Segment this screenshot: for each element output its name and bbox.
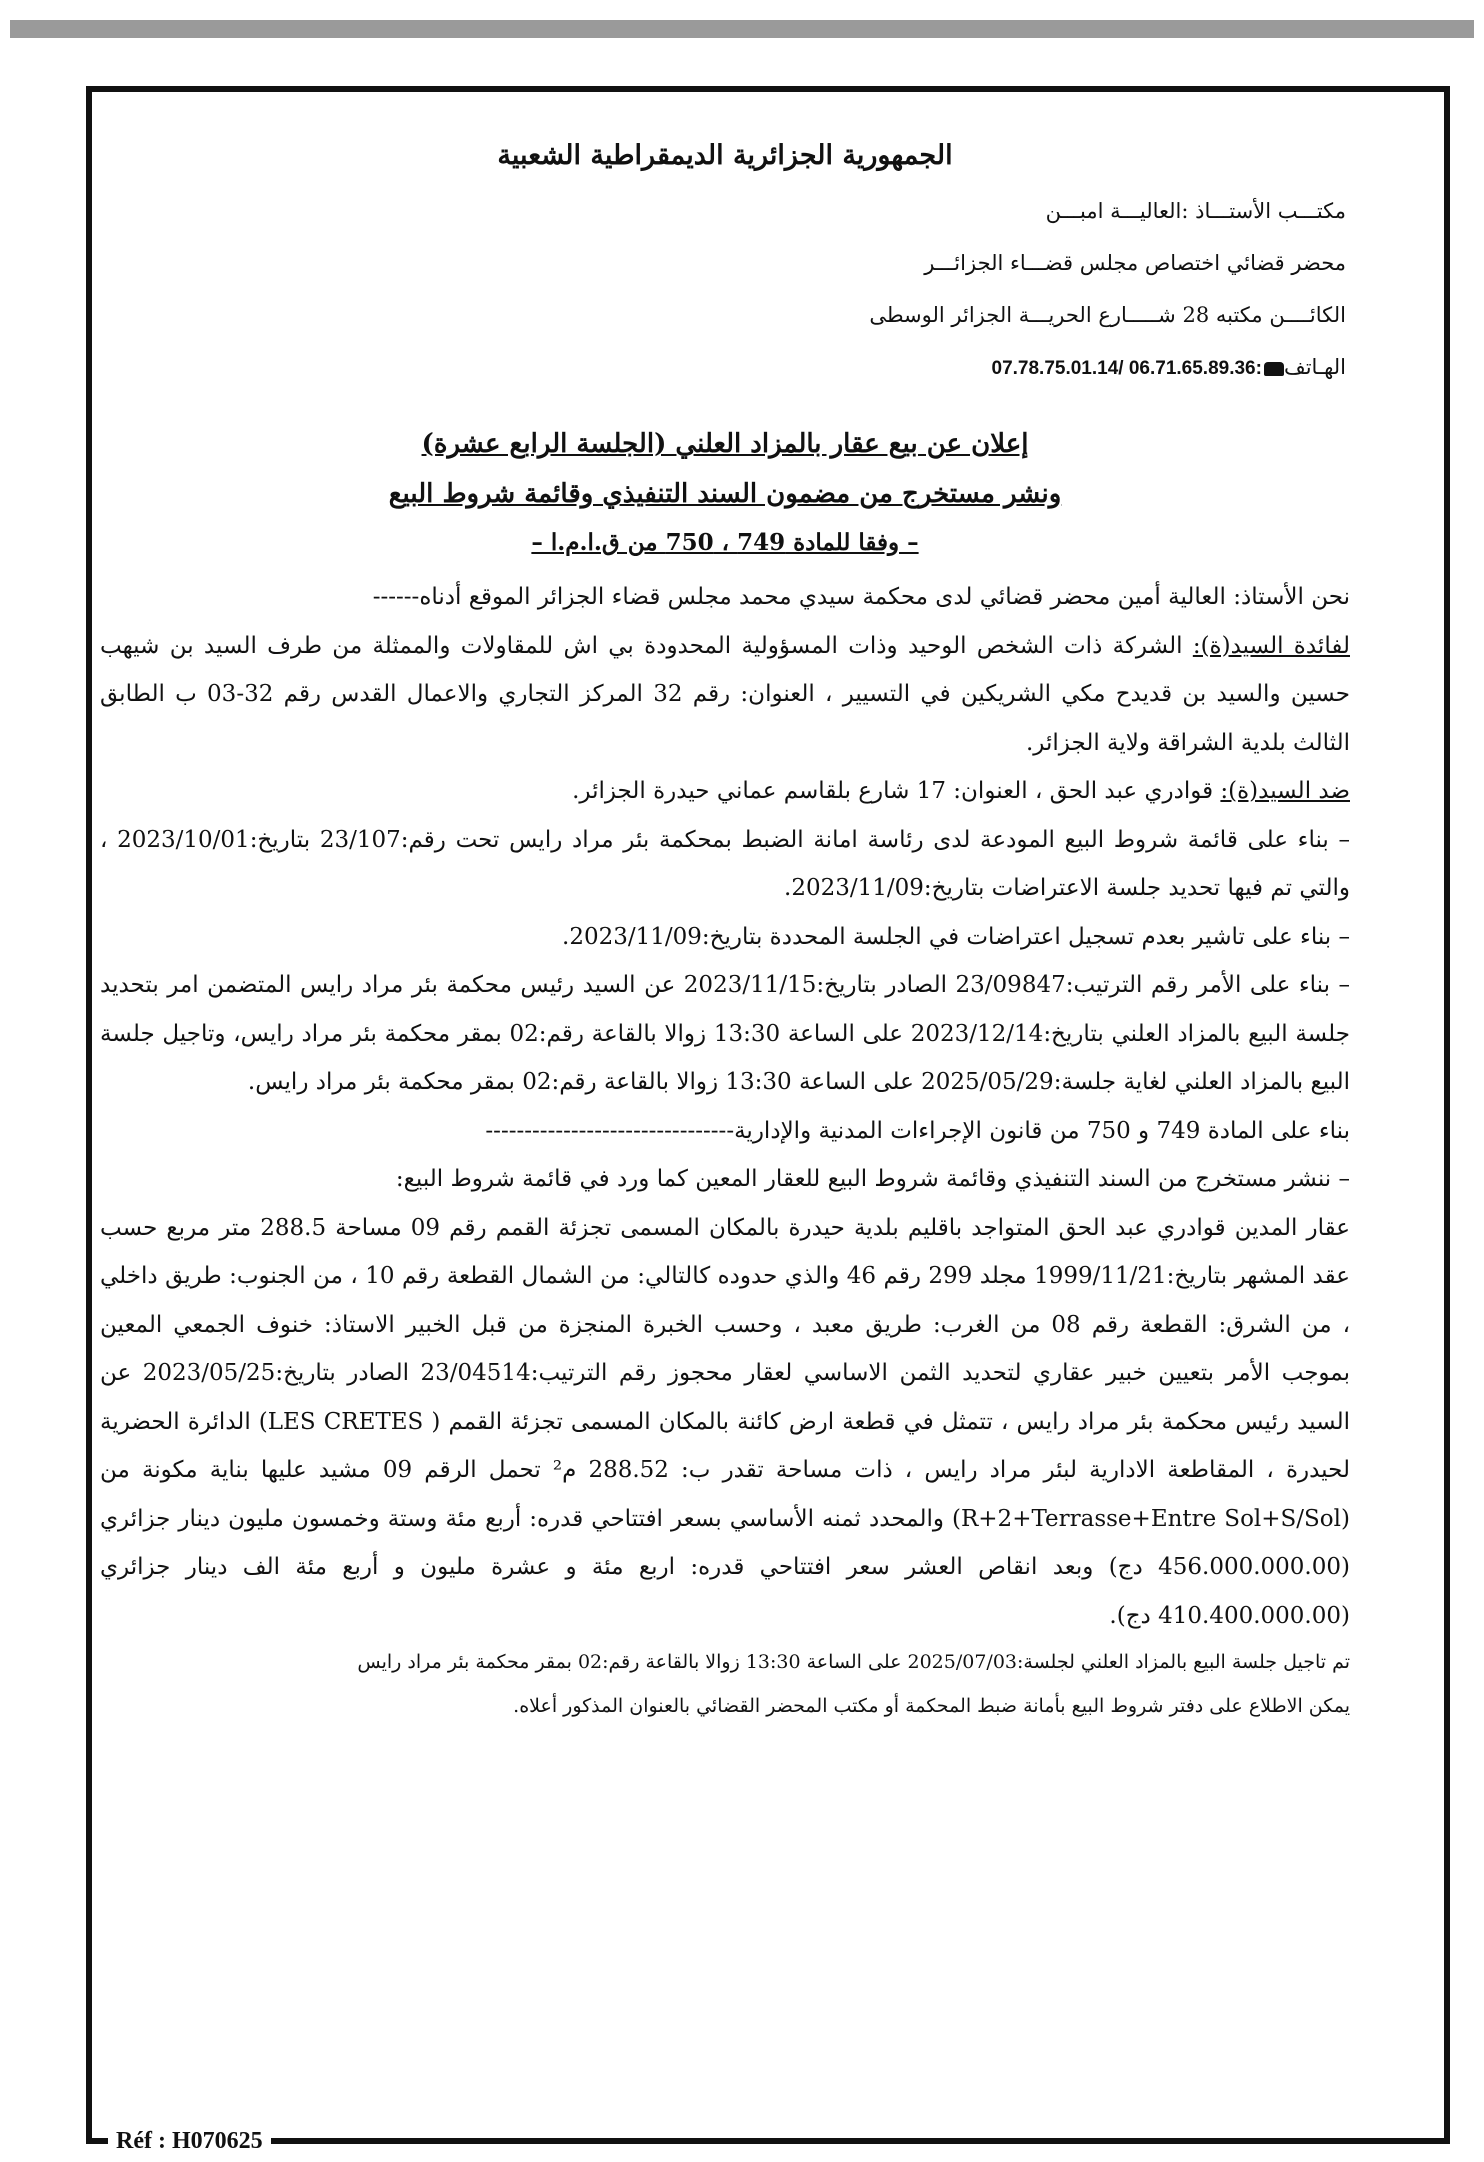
paragraph-3: – بناء على الأمر رقم الترتيب:23/09847 الصادر بتاريخ:2023/11/15 عن السيد رئيس محكمة بئر مراد رايس المتضمن امر بتحديد جلسة البيع بالمزاد العلني بتاريخ:2023/12/14 على الساعة 13:30 زوالا بالقاعة رقم:02 بمقر محكمة بئر مراد رايس، وتاجيل جلسة البيع بالمزاد العلني لغاية جلسة:2025/05/29 على الساعة 13:30 زوالا بالقاعة رقم:02 بمقر محكمة بئر مراد رايس. <box>100 972 1351 1095</box>
document-content <box>100 140 1350 1728</box>
bailiff-line: محضر قضائي اختصاص مجلس قضـــاء الجزائـــر <box>924 251 1346 275</box>
postponement-note: تم تاجيل جلسة البيع بالمزاد العلني لجلسة:2025/07/03 على الساعة 13:30 زوالا بالقاعة رقم:02 بمقر محكمة بئر مراد رايس <box>357 1651 1350 1673</box>
paragraph-4: بناء على المادة 749 و 750 من قانون الإجراءات المدنية والإدارية-------------------------------- <box>485 1117 1350 1144</box>
paragraph-1: – بناء على قائمة شروط البيع المودعة لدى رئاسة امانة الضبط بمحكمة بئر مراد رايس تحت رقم:23/107 بتاريخ:2023/10/01 ، والتي تم فيها تحديد جلسة الاعتراضات بتاريخ:2023/11/09. <box>100 826 1351 901</box>
reference-label: Réf : H070625 <box>108 2128 271 2155</box>
phone-numbers: 07.78.75.01.14/ 06.71.65.89.36: <box>991 358 1262 379</box>
top-gray-bar <box>10 20 1474 38</box>
paragraph-5: – ننشر مستخرج من السند التنفيذي وقائمة شروط البيع للعقار المعين كما ورد في قائمة شروط البيع: <box>395 1166 1350 1192</box>
consultation-note: يمكن الاطلاع على دفتر شروط البيع بأمانة ضبط المحكمة أو مكتب المحضر القضائي بالعنوان المذكور أعلاه. <box>513 1695 1350 1717</box>
announcement-block <box>100 419 1350 567</box>
paragraph-2: – بناء على تاشير بعدم تسجيل اعتراضات في الجلسة المحددة بتاريخ:2023/11/09. <box>562 923 1350 950</box>
office-line: مكتـــب الأستـــاذ :العاليـــة امبـــن <box>1045 199 1346 223</box>
announcement-line-2: ونشر مستخرج من مضمون السند التنفيذي وقائمة شروط البيع <box>388 479 1062 509</box>
paragraph-6: عقار المدين قوادري عبد الحق المتواجد باقليم بلدية حيدرة بالمكان المسمى تجزئة القمم رقم 09 مساحة 288.5 متر مربع حسب عقد المشهر بتاريخ:1999/11/21 مجلد 299 رقم 46 والذي حدوده كالتالي: من الشمال القطعة رقم 10 ، من الجنوب: طريق داخلي ، من الشرق: القطعة رقم 08 من الغرب: طريق معبد ، وحسب الخبرة المنجزة من قبل الخبير الاستاذ: خنوف الجمعي المعين بموجب الأمر بتعيين خبير عقاري لتحديد الثمن الاساسي لعقار محجوز رقم الترتيب:23/04514 الصادر بتاريخ:2023/05/25 عن السيد رئيس محكمة بئر مراد رايس ، تتمثل في قطعة ارض كائنة بالمكان المسمى تجزئة القمم ( LES CRETES) الدائرة الحضرية لحيدرة ، المقاطعة الادارية لبئر مراد رايس ، ذات مساحة تقدر ب: 288.52 م² تحمل الرقم 09 مشيد عليها بناية مكونة من (R+2+Terrasse+Entre Sol+S/Sol) والمحدد ثمنه الأساسي بسعر افتتاحي قدره: أربع مئة وستة وخمسون مليون دينار جزائري (456.000.000.00 دج) وبعد انقاص العشر سعر افتتاحي قدره: اربع مئة و عشرة مليون و أربع مئة الف دينار جزائري (410.400.000.00 دج). <box>100 1214 1351 1629</box>
republic-title: الجمهورية الجزائرية الديمقراطية الشعبية <box>497 140 953 171</box>
announcement-line-1: إعلان عن بيع عقار بالمزاد العلني (الجلسة الرابع عشرة) <box>421 429 1029 459</box>
beneficiary-text: الشركة ذات الشخص الوحيد وذات المسؤولية المحدودة بي اش للمقاولات والممثلة من طرف السيد بن شيهب حسين والسيد بن قديدح مكي الشريكين في التسيير ، العنوان: رقم 32 المركز التجاري والاعمال القدس رقم 32-03 ب الطابق الثالث بلدية الشراقة ولاية الجزائر. <box>100 632 1350 756</box>
announcement-line-3: – وفقا للمادة 749 ، 750 من ق.ا.م.ا – <box>531 529 919 556</box>
beneficiary-paragraph <box>100 622 1350 768</box>
phone-line <box>100 341 1350 395</box>
phone-label: الهـاتف <box>1283 355 1346 379</box>
address-line: الكائــــن مكتبه 28 شـــــارع الحريـــة الجزائر الوسطى <box>869 303 1346 327</box>
intro-paragraph: نحن الأستاذ: العالية أمين محضر قضائي لدى محكمة سيدي محمد مجلس قضاء الجزائر الموقع أدناه------ <box>372 584 1350 610</box>
against-label: ضد السيد(ة): <box>1220 778 1350 804</box>
phone-icon <box>1264 362 1284 376</box>
beneficiary-label: لفائدة السيد(ة): <box>1192 632 1350 659</box>
against-paragraph <box>100 767 1350 816</box>
against-text: قوادري عبد الحق ، العنوان: 17 شارع بلقاسم عماني حيدرة الجزائر. <box>572 778 1214 804</box>
